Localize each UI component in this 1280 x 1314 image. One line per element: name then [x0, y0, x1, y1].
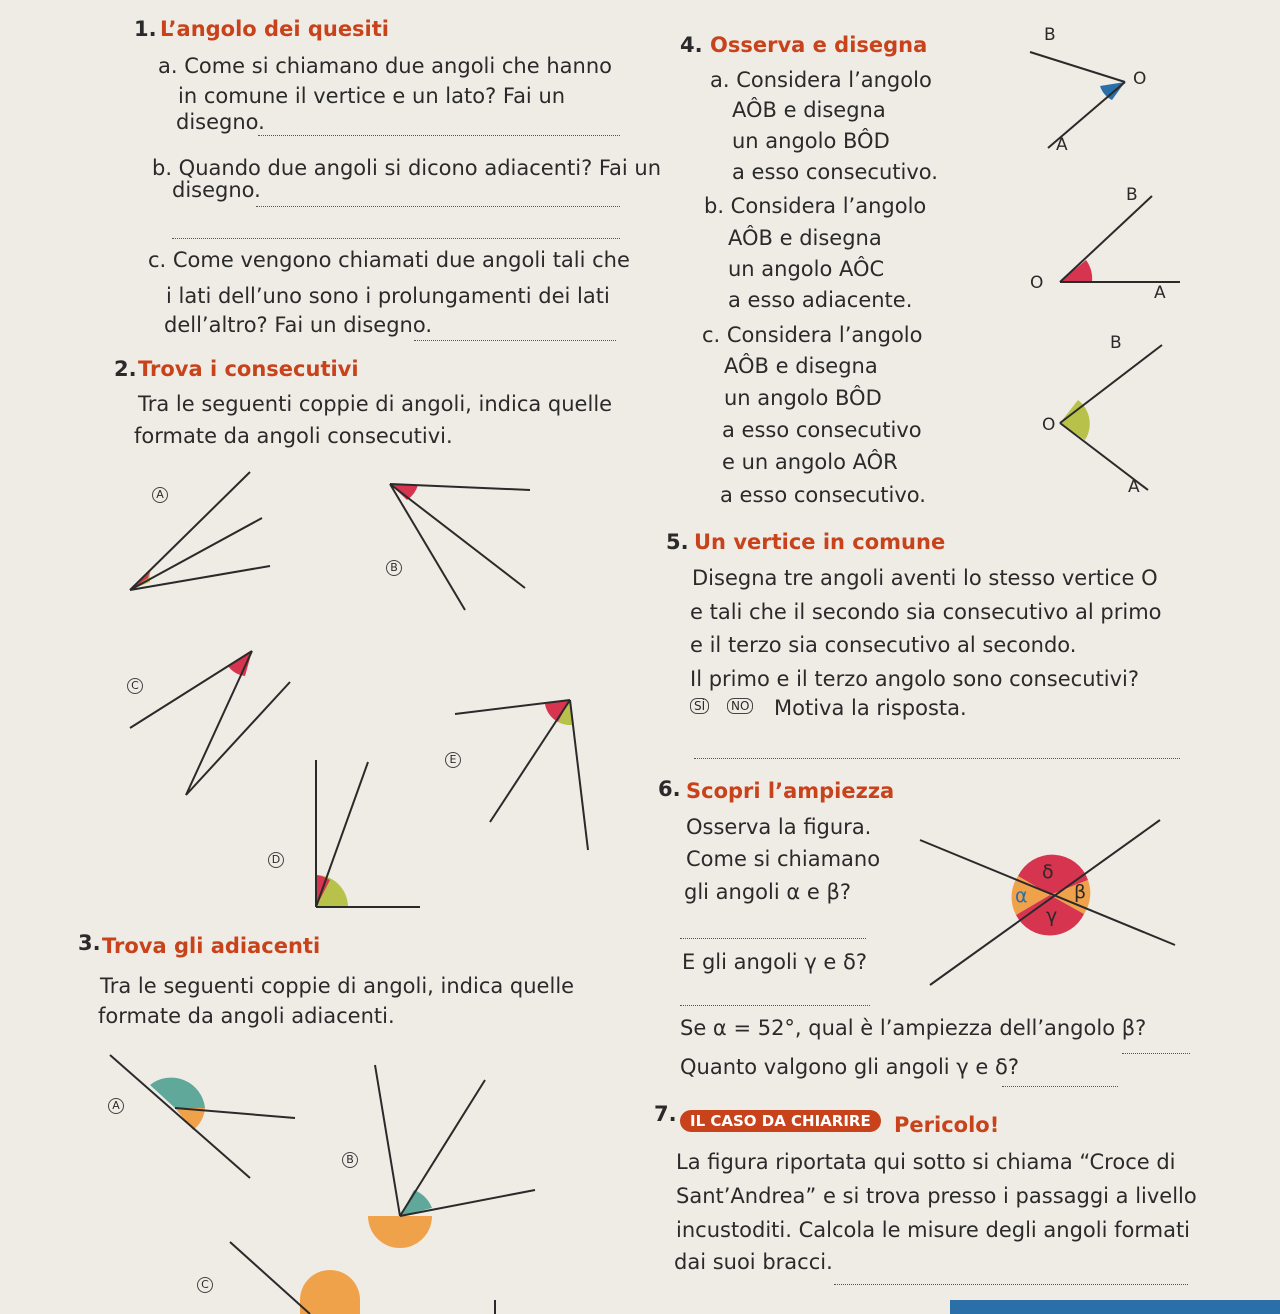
q4-number: 4. — [680, 33, 703, 57]
q1b-answer-line-2[interactable] — [172, 238, 620, 239]
q4a-line-1: a. Considera l’angolo — [710, 68, 932, 92]
q3-figure-a — [110, 1055, 295, 1178]
q1c-line-1: c. Come vengono chiamati due angoli tali che — [148, 248, 630, 272]
q4-figure-b — [1060, 196, 1180, 282]
q5-motiva: Motiva la risposta. — [774, 696, 967, 720]
q1c-answer-line[interactable] — [414, 340, 616, 341]
q1b-line-1: b. Quando due angoli si dicono adiacenti? Fai un — [152, 156, 662, 180]
q4a-label-a: A — [1056, 135, 1068, 155]
q2-label-a: A — [152, 487, 168, 503]
q1b-answer-line[interactable] — [256, 206, 620, 207]
q5-title: Un vertice in comune — [694, 530, 946, 554]
q3-number: 3. — [78, 931, 101, 955]
q2-label-d: D — [268, 852, 284, 868]
q4b-label-a: A — [1154, 283, 1166, 303]
q6-alpha-label: α — [1015, 885, 1028, 907]
q2-figure-e — [455, 700, 588, 850]
q4-figure-a — [1030, 52, 1125, 148]
q1c-line-2: i lati dell’uno sono i prolungamenti dei lati — [166, 284, 610, 308]
q1a-line-2: in comune il vertice e un lato? Fai un — [178, 84, 566, 108]
q4b-line-4: a esso adiacente. — [728, 288, 913, 312]
q3-text-1: Tra le seguenti coppie di angoli, indica quelle — [100, 974, 575, 998]
q6-figure — [920, 820, 1175, 985]
q4c-line-1: c. Considera l’angolo — [702, 323, 923, 347]
q3-label-b: B — [342, 1152, 358, 1168]
q4c-line-2: AÔB e disegna — [724, 354, 878, 378]
q4-figure-c — [1060, 345, 1162, 490]
q4c-line-5: e un angolo AÔR — [722, 450, 898, 474]
q2-label-b: B — [386, 560, 402, 576]
q7-title: Pericolo! — [894, 1113, 1000, 1137]
q3-figure-c — [230, 1242, 495, 1314]
q6-text-3: gli angoli α e β? — [684, 880, 852, 904]
q4c-line-3: un angolo BÔD — [724, 386, 882, 410]
q6-question-3: Se α = 52°, qual è l’ampiezza dell’angolo β? — [680, 1016, 1147, 1040]
q3-figure-b — [368, 1065, 535, 1248]
q1b-line-2: disegno. — [172, 178, 261, 202]
q5-text-2: e tali che il secondo sia consecutivo al primo — [690, 600, 1162, 624]
q6-title: Scopri l’ampiezza — [686, 779, 895, 803]
q3-label-a: A — [108, 1098, 124, 1114]
q5-text-1: Disegna tre angoli aventi lo stesso vertice O — [692, 566, 1158, 590]
q7-badge: IL CASO DA CHIARIRE — [680, 1110, 881, 1132]
q4b-label-b: B — [1126, 185, 1138, 205]
q5-number: 5. — [666, 530, 689, 554]
q4b-line-2: AÔB e disegna — [728, 226, 882, 250]
q4b-line-1: b. Considera l’angolo — [704, 194, 927, 218]
q4-title: Osserva e disegna — [710, 33, 928, 57]
q2-figure-b — [390, 484, 530, 610]
q6-delta-label: δ — [1042, 861, 1054, 883]
q6-number: 6. — [658, 777, 681, 801]
q1a-answer-line[interactable] — [258, 135, 620, 136]
q6-question-2: E gli angoli γ e δ? — [682, 950, 868, 974]
q4a-line-3: un angolo BÔD — [732, 129, 890, 153]
q1c-line-3: dell’altro? Fai un disegno. — [164, 313, 433, 337]
q6-answer-line-3[interactable] — [1122, 1053, 1190, 1054]
q4b-label-o: O — [1030, 273, 1044, 293]
q5-answer-line[interactable] — [694, 758, 1180, 759]
q4a-label-b: B — [1044, 25, 1056, 45]
q2-figure-a — [130, 472, 270, 590]
q7-number: 7. — [654, 1102, 677, 1126]
q6-answer-line-2[interactable] — [680, 1005, 870, 1006]
q2-text-2: formate da angoli consecutivi. — [134, 424, 453, 448]
q7-answer-line[interactable] — [834, 1284, 1188, 1285]
q4c-line-4: a esso consecutivo — [722, 418, 922, 442]
q5-text-4: Il primo e il terzo angolo sono consecutivi? — [690, 667, 1139, 691]
q4c-label-o: O — [1042, 415, 1056, 435]
q4c-label-a: A — [1128, 477, 1140, 497]
q2-figure-c — [130, 651, 290, 795]
q2-text-1: Tra le seguenti coppie di angoli, indica quelle — [138, 392, 613, 416]
q3-title: Trova gli adiacenti — [102, 934, 321, 958]
q6-question-4: Quanto valgono gli angoli γ e δ? — [680, 1055, 1019, 1079]
q2-figure-d — [316, 760, 420, 907]
q6-answer-line-4[interactable] — [1002, 1086, 1118, 1087]
q1-number: 1. — [134, 17, 157, 41]
q5-no-option[interactable]: NO — [727, 698, 753, 714]
q6-text-2: Come si chiamano — [686, 847, 881, 871]
q4a-label-o: O — [1133, 69, 1147, 89]
q6-gamma-label: γ — [1046, 905, 1058, 927]
q3-text-2: formate da angoli adiacenti. — [98, 1004, 395, 1028]
q5-yes-option[interactable]: SÌ — [690, 698, 709, 714]
q4a-line-2: AÔB e disegna — [732, 98, 886, 122]
q7-text-2: Sant’Andrea” e si trova presso i passaggi a livello — [676, 1184, 1197, 1208]
q2-number: 2. — [114, 357, 137, 381]
q7-text-4: dai suoi bracci. — [674, 1250, 833, 1274]
q4c-label-b: B — [1110, 333, 1122, 353]
q5-text-3: e il terzo sia consecutivo al secondo. — [690, 633, 1077, 657]
q2-title: Trova i consecutivi — [138, 357, 359, 381]
q6-text-1: Osserva la figura. — [686, 815, 872, 839]
q7-text-1: La figura riportata qui sotto si chiama “Croce di — [676, 1150, 1176, 1174]
q7-text-3: incustoditi. Calcola le misure degli angoli formati — [676, 1218, 1191, 1242]
q4c-line-6: a esso consecutivo. — [720, 483, 926, 507]
q2-label-c: C — [127, 678, 143, 694]
q4b-line-3: un angolo AÔC — [728, 257, 885, 281]
q6-answer-line-1[interactable] — [680, 938, 866, 939]
q1a-line-1: a. Come si chiamano due angoli che hanno — [158, 54, 612, 78]
q2-label-e: E — [445, 752, 461, 768]
q3-label-c: C — [197, 1277, 213, 1293]
q1a-line-3: disegno. — [176, 110, 265, 134]
q4a-line-4: a esso consecutivo. — [732, 160, 938, 184]
q6-beta-label: β — [1074, 881, 1087, 903]
q1-title: L’angolo dei quesiti — [160, 17, 389, 41]
